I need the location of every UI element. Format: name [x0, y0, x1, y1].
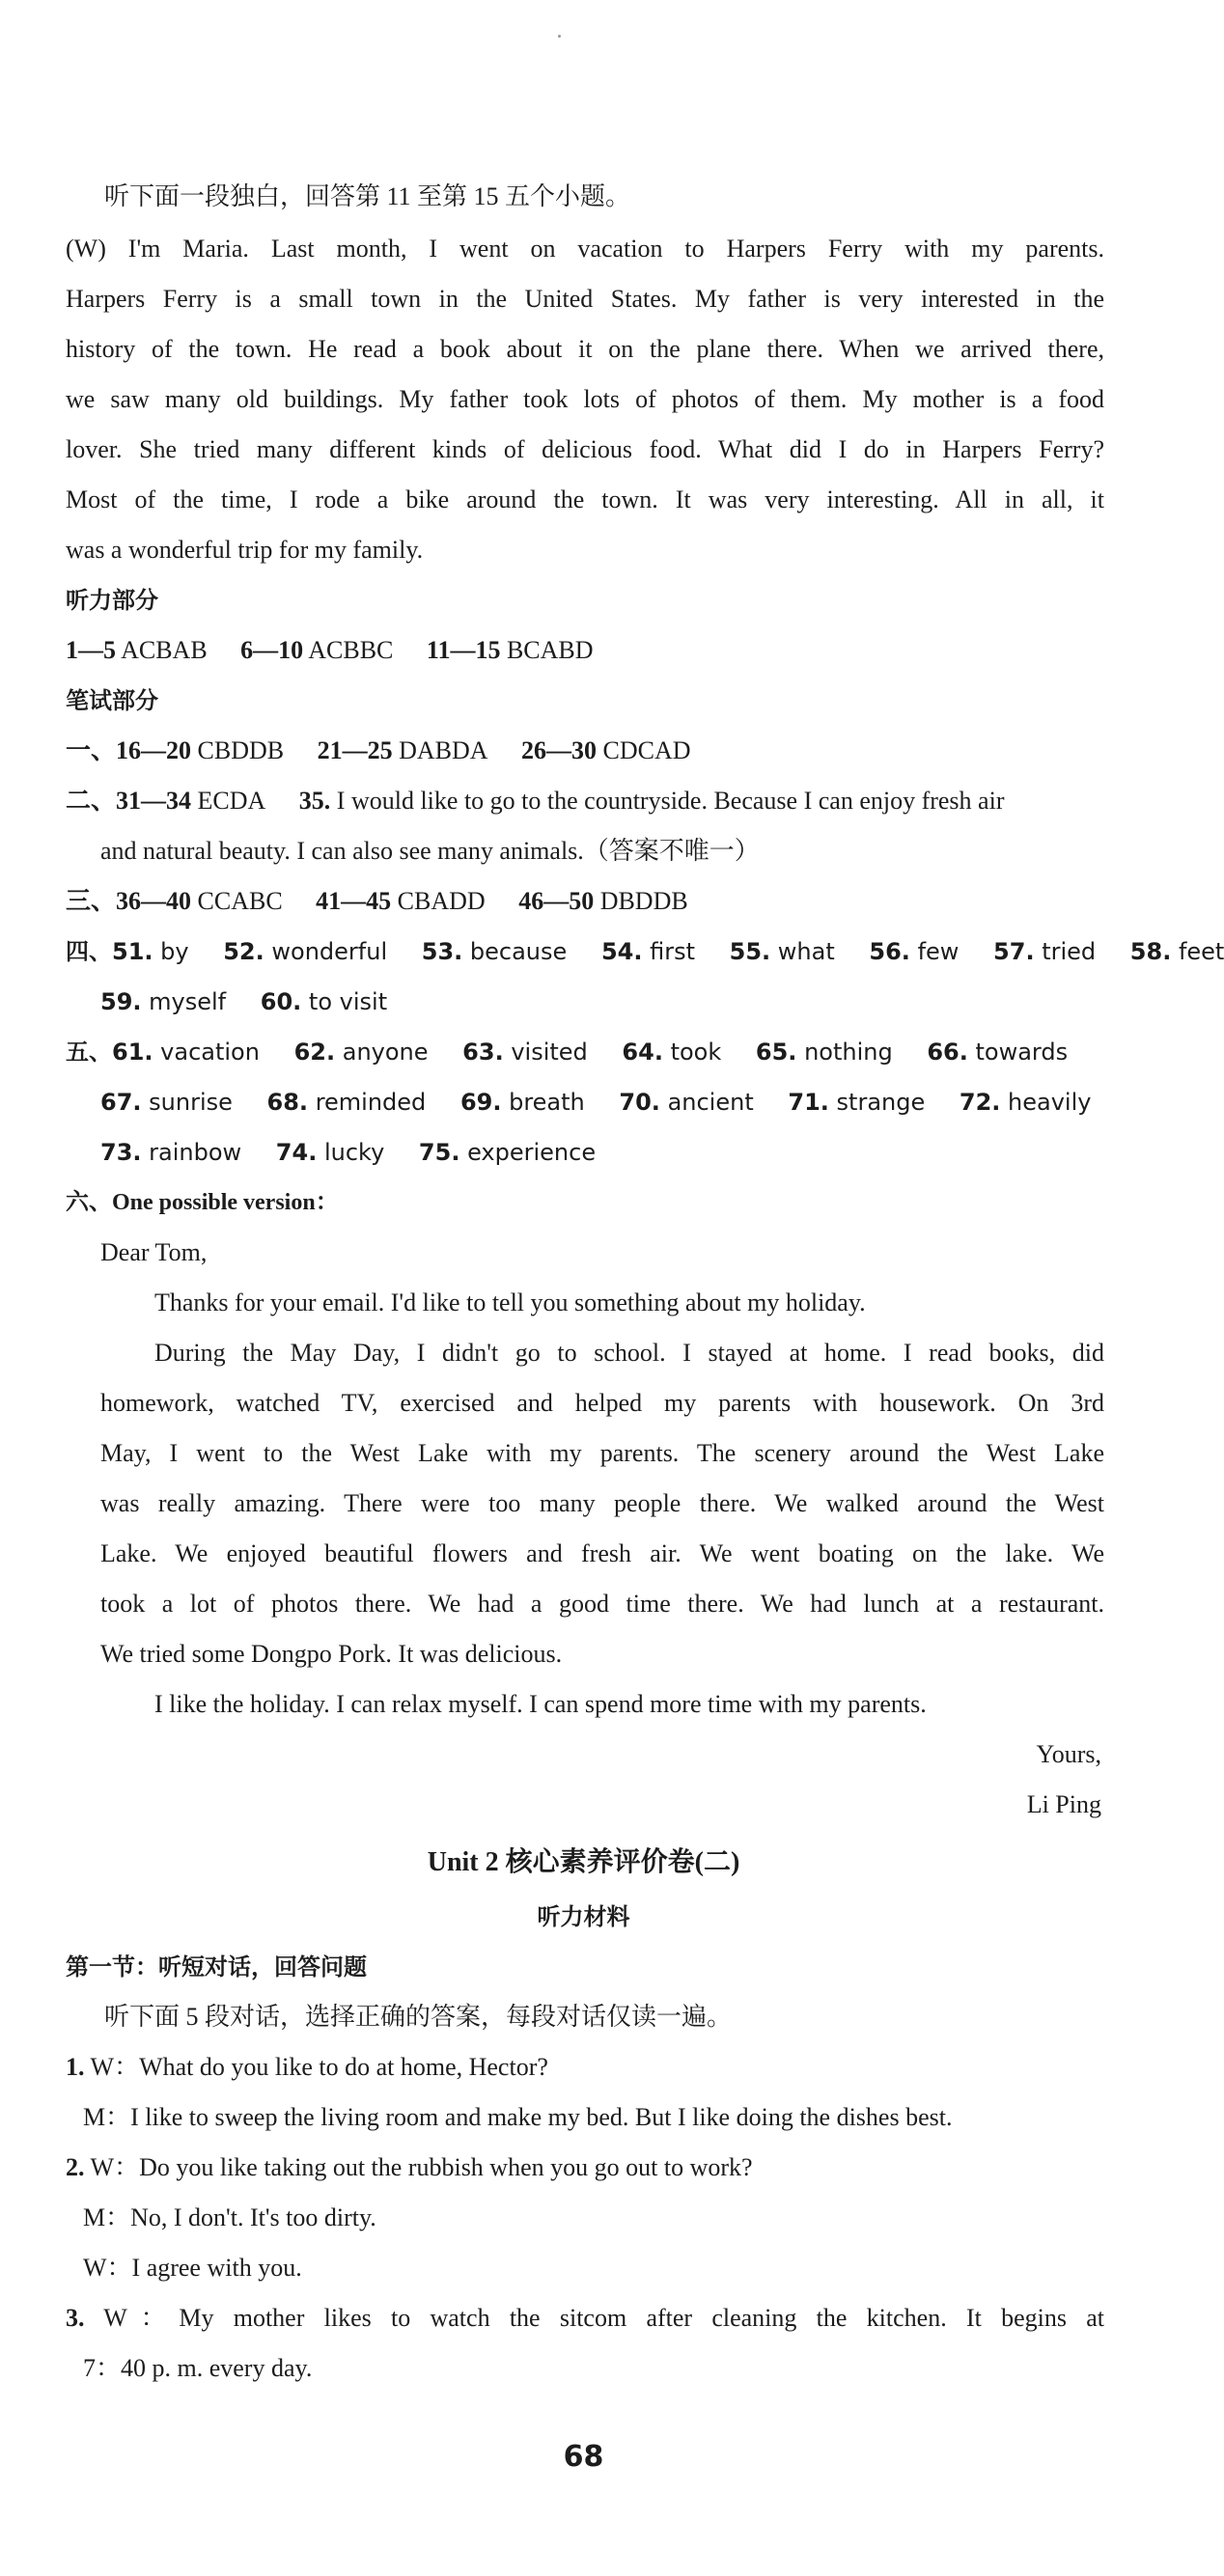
num: 53. [421, 938, 463, 965]
letter-signature: Li Ping [1026, 1790, 1101, 1818]
num: 52. [223, 938, 264, 965]
word: few [917, 938, 960, 965]
num: 61. [112, 1039, 153, 1066]
page-number: 68 [563, 2440, 604, 2474]
num: 56. [869, 938, 910, 965]
letter-paragraph-2-line-7: We tried some Dongpo Pork. It was delicious. [100, 1640, 563, 1668]
answer: CBDDB [197, 736, 285, 764]
word: wonderful [271, 938, 388, 965]
dialog-text: W：My mother likes to watch the sitcom after cleaning the kitchen. It begins at [103, 2304, 1105, 2332]
dialog-text: W：What do you like to do at home, Hector? [90, 2053, 548, 2081]
dialog-2-man: M：No, I don't. It's too dirty. [83, 2203, 376, 2231]
word: feet [1178, 938, 1224, 965]
dialog-1-woman [66, 2050, 1104, 2085]
monologue-line-3: history of the town. He read a book about it on the plane there. When we arrived there, [66, 335, 1104, 363]
word: reminded [315, 1089, 427, 1116]
num: 64. [622, 1039, 663, 1066]
word: lucky [323, 1139, 385, 1166]
answer: CBADD [397, 887, 486, 915]
letter-paragraph-2-line-6: took a lot of photos there. We had a good time there. We had lunch at a restaurant. [100, 1590, 1104, 1618]
section-1 [66, 734, 1104, 768]
word: experience [467, 1139, 597, 1166]
num: 67. [100, 1089, 142, 1116]
answer: ACBBC [308, 636, 394, 664]
num: 74. [275, 1139, 318, 1166]
word: tried [1042, 938, 1097, 965]
answer: BCABD [506, 636, 594, 664]
section-label: 二、 [66, 787, 117, 815]
section-4-row-1 [66, 934, 1224, 969]
dialog-3-woman-cont: 7：40 p. m. every day. [83, 2354, 313, 2382]
answer: DABDA [399, 736, 488, 764]
question-number: 35. [298, 787, 331, 815]
monologue-line-5: lover. She tried many different kinds of delicious food. What did I do in Harpers Ferry? [66, 435, 1104, 463]
section-5-row-1 [66, 1035, 1104, 1069]
answer: ECDA [197, 787, 266, 815]
word: first [650, 938, 695, 965]
letter-salutation: Dear Tom, [100, 1238, 208, 1266]
num: 75. [418, 1139, 460, 1166]
part-1-intro: 听下面 5 段对话，选择正确的答案，每段对话仅读一遍。 [104, 2003, 733, 2031]
listening-heading: 听力部分 [66, 587, 158, 614]
num: 57. [993, 938, 1035, 965]
monologue-intro: 听下面一段独白，回答第 11 至第 15 五个小题。 [104, 182, 631, 210]
section-label: 三、 [66, 887, 117, 915]
materials-title: 听力材料 [537, 1903, 630, 1930]
range: 21—25 [317, 736, 393, 764]
scan-dot [558, 35, 561, 38]
dialog-2-woman [66, 2150, 1104, 2185]
num: 59. [100, 988, 142, 1015]
letter-paragraph-3: I like the holiday. I can relax myself. I can spend more time with my parents. [154, 1690, 927, 1718]
num: 70. [619, 1089, 660, 1116]
num: 66. [927, 1039, 968, 1066]
written-heading: 笔试部分 [66, 687, 158, 714]
letter-closing: Yours, [1036, 1740, 1101, 1768]
word: towards [975, 1039, 1069, 1066]
num: 68. [266, 1089, 309, 1116]
word: visited [511, 1039, 588, 1066]
word: ancient [667, 1089, 754, 1116]
section-label: 五、 [66, 1039, 112, 1066]
range: 11—15 [426, 636, 501, 664]
section-6-heading [66, 1185, 1104, 1220]
section-2-line-2: and natural beauty. I can also see many animals.（答案不唯一） [100, 837, 760, 865]
monologue-line-7: was a wonderful trip for my family. [66, 536, 424, 564]
word: because [469, 938, 568, 965]
word: heavily [1008, 1089, 1092, 1116]
word: by [160, 938, 189, 965]
num: 69. [459, 1089, 502, 1116]
dialog-1-man: M：I like to sweep the living room and make my bed. But I like doing the dishes best. [83, 2103, 953, 2131]
section-5-row-2 [100, 1085, 1139, 1120]
word: breath [509, 1089, 585, 1116]
monologue-line-1: (W) I'm Maria. Last month, I went on vacation to Harpers Ferry with my parents. [66, 235, 1104, 263]
dialog-number: 3. [66, 2304, 85, 2332]
num: 62. [293, 1039, 336, 1066]
range: 16—20 [116, 736, 192, 764]
num: 63. [462, 1039, 504, 1066]
word: myself [149, 988, 227, 1015]
range: 26—30 [521, 736, 598, 764]
letter-paragraph-1: Thanks for your email. I'd like to tell you something about my holiday. [154, 1288, 866, 1316]
version-heading: One possible version： [112, 1190, 339, 1215]
letter-paragraph-2-line-4: was really amazing. There were too many people there. We walked around the West [100, 1489, 1104, 1517]
word: anyone [342, 1039, 429, 1066]
range: 31—34 [116, 787, 192, 815]
dialog-text: W：Do you like taking out the rubbish when you go out to work? [90, 2153, 753, 2181]
num: 58. [1129, 938, 1172, 965]
letter-paragraph-2-line-3: May, I went to the West Lake with my parents. The scenery around the West Lake [100, 1439, 1104, 1467]
monologue-line-2: Harpers Ferry is a small town in the United States. My father is very interested in the [66, 285, 1104, 313]
letter-paragraph-2-line-1: During the May Day, I didn't go to school. I stayed at home. I read books, did [154, 1339, 1104, 1367]
section-5-row-3 [100, 1135, 1139, 1170]
section-3 [66, 884, 1104, 919]
answer: CDCAD [602, 736, 691, 764]
word: nothing [804, 1039, 893, 1066]
range: 36—40 [116, 887, 192, 915]
range: 46—50 [518, 887, 595, 915]
answer: DBDDB [599, 887, 688, 915]
section-label: 一、 [66, 736, 117, 764]
section-label: 六、 [66, 1190, 112, 1215]
answer: CCABC [197, 887, 283, 915]
num: 55. [729, 938, 771, 965]
word: took [670, 1039, 722, 1066]
word: vacation [160, 1039, 260, 1066]
monologue-line-4: we saw many old buildings. My father took lots of photos of them. My mother is a food [66, 385, 1104, 413]
range: 6—10 [240, 636, 304, 664]
word: strange [836, 1089, 926, 1116]
section-4-row-2 [100, 984, 1139, 1019]
dialog-2-woman-reply: W：I agree with you. [83, 2254, 302, 2282]
unit-title: Unit 2 核心素养评价卷(二) [427, 1847, 740, 1877]
dialog-number: 1. [66, 2053, 85, 2081]
word: what [777, 938, 835, 965]
num: 65. [755, 1039, 797, 1066]
dialog-3-woman [66, 2301, 1104, 2336]
dialog-number: 2. [66, 2153, 85, 2181]
listening-answers [66, 633, 1104, 668]
num: 73. [100, 1139, 142, 1166]
word: to visit [308, 988, 388, 1015]
section-label: 四、 [66, 938, 112, 965]
monologue-line-6: Most of the time, I rode a bike around the town. It was very interesting. All in all, it [66, 485, 1104, 513]
range: 41—45 [316, 887, 392, 915]
num: 60. [260, 988, 302, 1015]
num: 51. [112, 938, 153, 965]
word: sunrise [149, 1089, 233, 1116]
answer: ACBAB [121, 636, 208, 664]
num: 72. [959, 1089, 1001, 1116]
letter-paragraph-2-line-5: Lake. We enjoyed beautiful flowers and fresh air. We went boating on the lake. We [100, 1539, 1104, 1567]
range: 1—5 [66, 636, 116, 664]
answer-text: I would like to go to the countryside. Because I can enjoy fresh air [336, 787, 1005, 815]
section-2-line-1 [66, 784, 1104, 818]
part-1-heading: 第一节：听短对话，回答问题 [66, 1953, 367, 1980]
num: 71. [788, 1089, 829, 1116]
word: rainbow [149, 1139, 242, 1166]
num: 54. [600, 938, 643, 965]
letter-paragraph-2-line-2: homework, watched TV, exercised and helped my parents with housework. On 3rd [100, 1389, 1104, 1417]
